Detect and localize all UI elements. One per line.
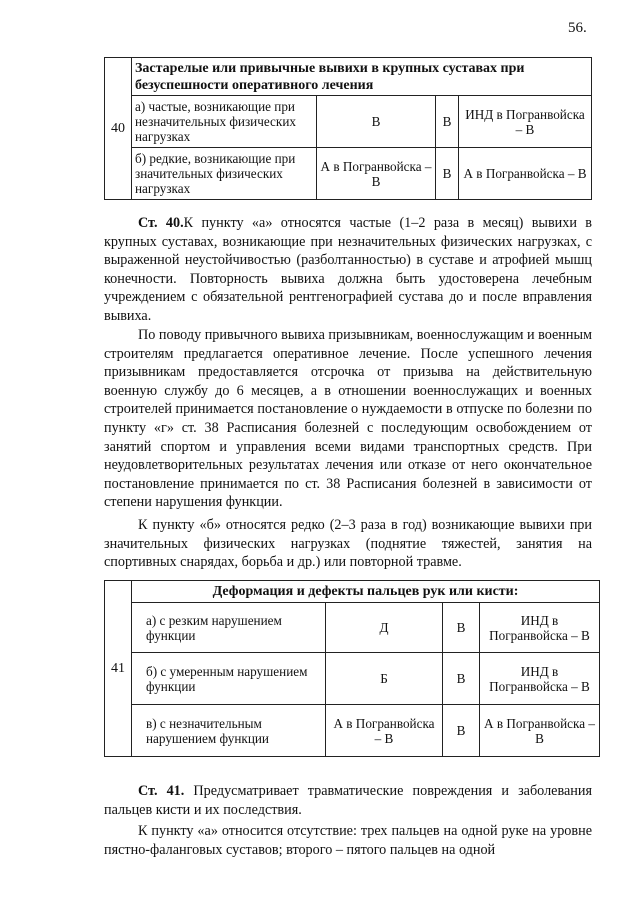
cell-value: В	[317, 96, 436, 148]
cell-value: В	[436, 148, 459, 200]
paragraph-art40-1	[104, 214, 592, 326]
paragraph-text: Предусматривает травматические повреждения и заболевания пальцев кисти и их последствия.	[104, 783, 592, 818]
cell-value: А в Погранвойска – В	[480, 705, 600, 757]
article-ref: Ст. 41.	[138, 783, 185, 799]
cell-value: В	[443, 705, 480, 757]
cell-value: В	[443, 653, 480, 705]
row-number: 40	[105, 58, 132, 200]
table-header: Застарелые или привычные вывихи в крупных суставах при безуспешности оперативного лечения	[132, 58, 592, 96]
row-label: в) с незначительным нарушением функции	[132, 705, 326, 757]
cell-value: А в Погранвойска – В	[317, 148, 436, 200]
cell-value: ИНД в Погранвойска – В	[480, 653, 600, 705]
paragraph-art41-1	[104, 782, 592, 819]
paragraph-text: К пункту «а» относятся частые (1–2 раза в месяц) вывихи в крупных суставах, возникающие при незначительных физических нагрузках, с выраженной неустойчивостью (разболтанностью) в суставе и атрофией мышц конечности. Повторность вывиха должна быть удостоверена лечебным учреждением с обязательной рентгенографией сустава до и после вправления вывиха.	[104, 215, 592, 324]
row-label: б) редкие, возникающие при значительных физических нагрузках	[132, 148, 317, 200]
paragraph-art40-2	[104, 326, 592, 512]
table-article-41	[104, 580, 600, 757]
cell-value: В	[436, 96, 459, 148]
table-header: Деформация и дефекты пальцев рук или кисти:	[132, 581, 600, 603]
cell-value: Д	[326, 603, 443, 653]
page-number: 56.	[568, 20, 587, 36]
row-label: а) с резким нарушением функции	[132, 603, 326, 653]
paragraph-text: По поводу привычного вывиха призывникам, военнослужащим и военным строителям предлагается оперативное лечение. После успешного лечения призывникам предоставляется отсрочка от призыва на действительную военную службу до 6 месяцев, а в отношении военнослужащих и военных строителей принимается постановление о нуждаемости в отпуске по болезни по пункту «г» ст. 38 Расписания болезней с последующим освобождением от занятий спортом и управления всеми видами транспортных средств. При неудовлетворительных результатах лечения или отказе от него окончательное постановление принимается по ст. 38 Расписания болезней в зависимости от степени нарушения функции.	[104, 327, 592, 511]
cell-value: А в Погранвойска – В	[459, 148, 592, 200]
cell-value: ИНД в Погранвойска – В	[480, 603, 600, 653]
row-label: б) с умеренным нарушением функции	[132, 653, 326, 705]
paragraph-art41-2	[104, 822, 592, 859]
cell-value: Б	[326, 653, 443, 705]
paragraph-text: К пункту «б» относятся редко (2–3 раза в год) возникающие вывихи при значительных физических нагрузках (поднятие тяжестей, занятия на спортивных снарядах, борьба и др.) или повторной травме.	[104, 517, 592, 571]
row-label: а) частые, возникающие при незначительных физических нагрузках	[132, 96, 317, 148]
table-article-40	[104, 57, 592, 200]
cell-value: ИНД в Погранвойска – В	[459, 96, 592, 148]
cell-value: В	[443, 603, 480, 653]
paragraph-art40-3	[104, 516, 592, 572]
cell-value: А в Погранвойска – В	[326, 705, 443, 757]
row-number: 41	[105, 581, 132, 757]
article-ref: Ст. 40.	[138, 215, 184, 231]
paragraph-text: К пункту «а» относится отсутствие: трех пальцев на одной руке на уровне пястно-фаланговых суставов; второго – пятого пальцев на одной	[104, 823, 592, 858]
